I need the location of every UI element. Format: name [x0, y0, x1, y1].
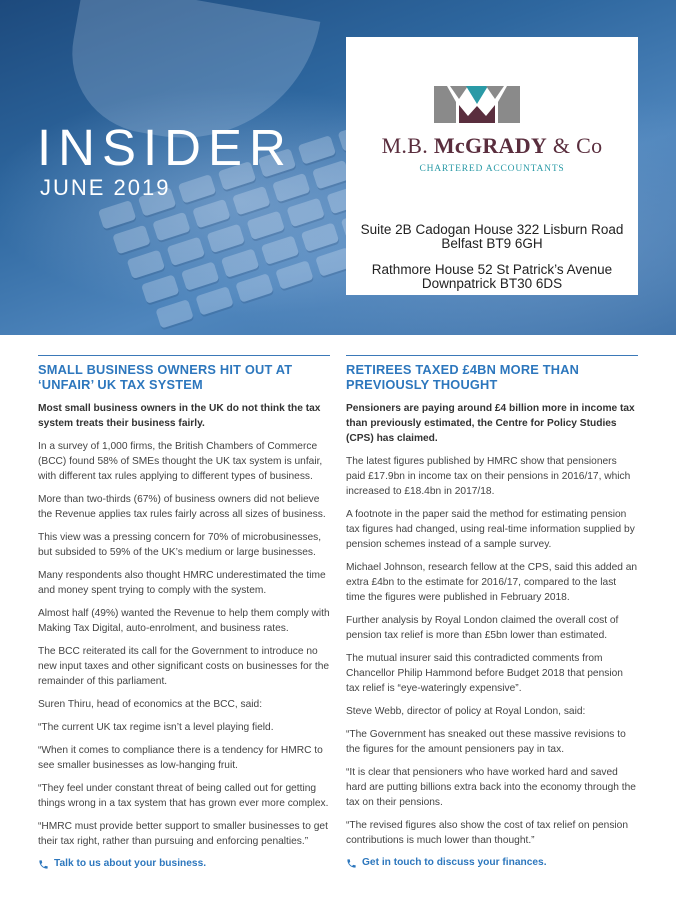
cta-text: Get in touch to discuss your finances. [362, 857, 547, 868]
article-paragraph: The mutual insurer said this contradicted comments from Chancellor Philip Hammond before Budget 2018 that pension tax relief is “eye-wateringly expensive”. [346, 653, 623, 694]
article-paragraph: “They feel under constant threat of being called out for getting things wrong in a tax system that has grown ever more complex. [38, 783, 329, 809]
firm-card [346, 37, 638, 295]
firm-name-suffix: & Co [552, 133, 603, 158]
calculator-key [127, 250, 166, 280]
divider [346, 355, 638, 356]
address-line-3: Rathmore House 52 St Patrick’s Avenue [371, 262, 613, 277]
calculator-key [235, 273, 274, 303]
cta-link-business[interactable] [38, 857, 330, 871]
address-line-4: Downpatrick BT30 6DS [421, 276, 563, 291]
firm-subtitle: CHARTERED ACCOUNTANTS [419, 164, 565, 174]
article-paragraph: “The revised figures also show the cost of tax relief on pension contributions is much lower than thought.” [346, 820, 629, 846]
newsletter-title: INSIDER [37, 119, 293, 176]
calculator-key [221, 248, 260, 278]
calculator-key [261, 235, 300, 265]
calculator-key [155, 299, 194, 329]
calculator-key [207, 224, 246, 254]
article-paragraph: This view was a pressing concern for 70% of microbusinesses, but subsided to 59% of the UK’s medium or large businesses. [38, 532, 322, 558]
article-paragraph: In a survey of 1,000 firms, the British Chambers of Commerce (BCC) found 58% of SMEs thought the UK tax system is unfair, with different tax rules applying to different types of business. [38, 441, 323, 482]
article-paragraph: “The Government has sneaked out these massive revisions to the figures for the amount pensioners pay in tax. [346, 729, 626, 755]
article-paragraph: Further analysis by Royal London claimed the overall cost of pension tax relief is more than £5bn lower than estimated. [346, 615, 619, 641]
article-headline: SMALL BUSINESS OWNERS HIT OUT AT ‘UNFAIR’ UK TAX SYSTEM [38, 362, 293, 392]
logo-mark-icon [434, 86, 520, 123]
address-line-2: Belfast BT9 6GH [441, 236, 543, 251]
phone-icon [38, 859, 49, 870]
article-paragraph: “The current UK tax regime isn’t a level playing field. [38, 722, 274, 733]
hero-banner [0, 0, 676, 335]
article-paragraph: Almost half (49%) wanted the Revenue to help them comply with Making Tax Digital, auto-enrolment, and business rates. [38, 608, 330, 634]
article-paragraph: The BCC reiterated its call for the Government to introduce no new input taxes and other significant costs on businesses for the remainder of this parliament. [38, 646, 330, 687]
calculator-key [246, 211, 285, 241]
firm-name [346, 133, 638, 159]
calculator-key [312, 160, 351, 190]
article-lead: Pensioners are paying around £4 billion more in income tax than previously estimated, the Centre for Policy Studies (CPS) has claimed. [346, 403, 635, 444]
calculator-key [232, 186, 271, 216]
firm-name-main: McGRADY [433, 133, 548, 158]
calculator-key [275, 260, 314, 290]
issue-date: JUNE 2019 [40, 175, 171, 200]
calculator-key [178, 174, 217, 204]
calculator-key [141, 274, 180, 304]
calculator-key [112, 225, 151, 255]
article-paragraph: The latest figures published by HMRC show that pensioners paid £17.9bn in income tax on their pensions in 2016/17, which increased to £18.4bn in 2017/18. [346, 456, 631, 497]
article-paragraph: “When it comes to compliance there is a tendency for HMRC to see smaller businesses as low-hanging fruit. [38, 745, 323, 771]
calculator-key [192, 199, 231, 229]
article-paragraph: More than two-thirds (67%) of business owners did not believe the Revenue applies tax rules fairly across all sizes of business. [38, 494, 326, 520]
calculator-key [195, 286, 234, 316]
article-retirees [346, 355, 638, 870]
cta-text: Talk to us about your business. [54, 858, 207, 869]
calculator-key [167, 237, 206, 267]
firm-name-prefix: M.B. [381, 133, 428, 158]
article-paragraph: “HMRC must provide better support to smaller businesses to get their tax right, rather than pursuing and enforcing penalties.” [38, 821, 328, 847]
address-line-1: Suite 2B Cadogan House 322 Lisburn Road [360, 222, 624, 237]
phone-icon [346, 858, 357, 869]
article-small-business [38, 355, 330, 871]
calculator-key [286, 198, 325, 228]
calculator-key [152, 212, 191, 242]
divider [38, 355, 330, 356]
calculator-key [301, 222, 340, 252]
calculator-key [98, 200, 137, 230]
calculator-key [298, 135, 337, 165]
article-paragraph: Steve Webb, director of policy at Royal London, said: [346, 706, 586, 717]
article-paragraph: Suren Thiru, head of economics at the BCC, said: [38, 699, 263, 710]
article-paragraph: Many respondents also thought HMRC underestimated the time and money spent trying to comply with the system. [38, 570, 326, 596]
article-paragraph: Michael Johnson, research fellow at the CPS, said this added an extra £4bn to the estimate for 2016/17, compared to the last time the figures were published in February 2018. [346, 562, 638, 603]
article-headline: RETIREES TAXED £4BN MORE THAN PREVIOUSLY THOUGHT [346, 362, 580, 392]
article-paragraph: A footnote in the paper said the method for estimating pension tax figures had changed, using real-time information supplied by pension schemes instead of a sample survey. [346, 509, 635, 550]
calculator-key [181, 261, 220, 291]
article-paragraph: “It is clear that pensioners who have worked hard and saved hard are putting billions extra back into the economy through the tax on their pensions. [346, 767, 636, 808]
article-lead: Most small business owners in the UK do not think the tax system treats their business fairly. [38, 403, 321, 429]
cta-link-finances[interactable] [346, 856, 638, 870]
